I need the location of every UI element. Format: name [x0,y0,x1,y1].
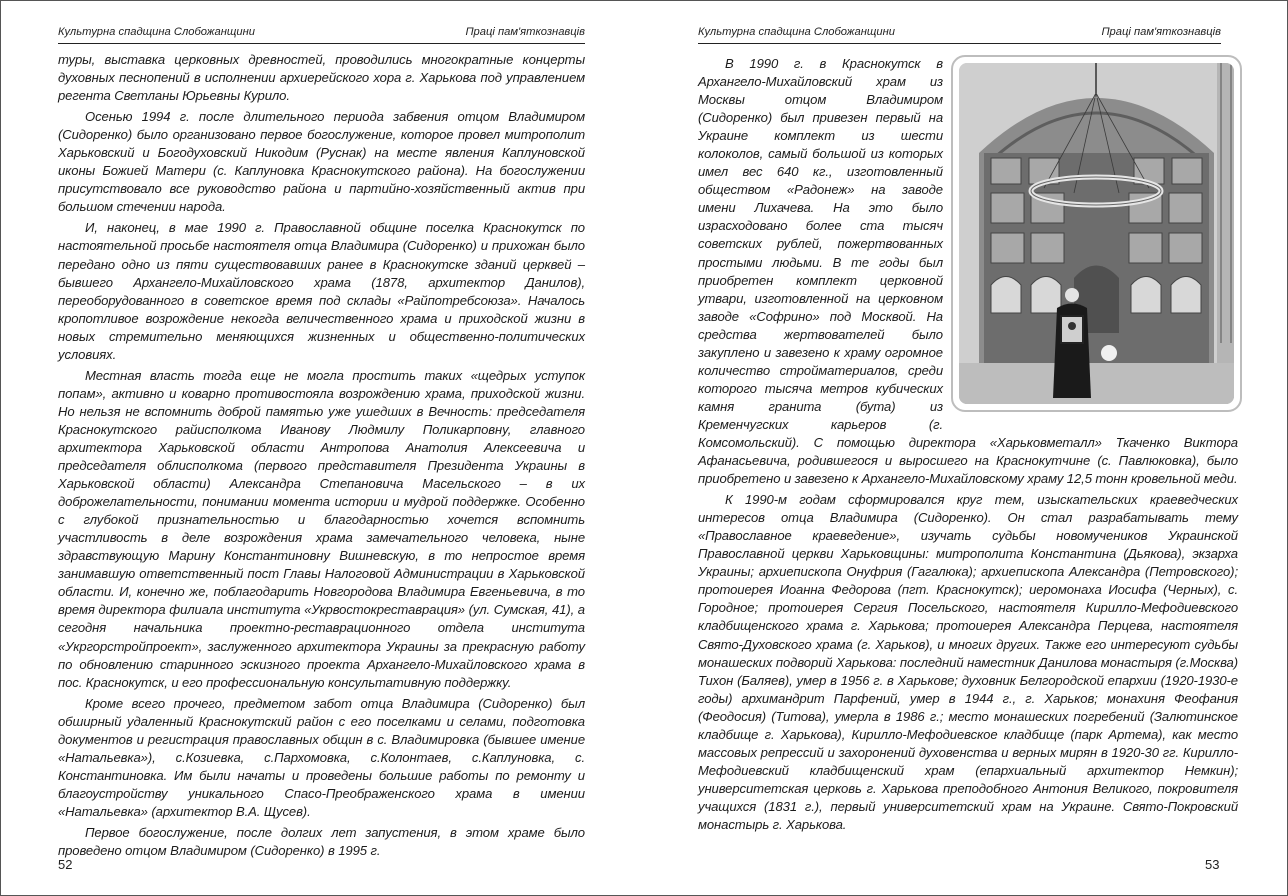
paragraph: К 1990-м годам сформировался круг тем, изыскательских краеведческих интересов отца Владимира (Сидоренко). Он стал разрабатывать тему «Православное краеведение», изучать судьбы новомучеников Украинской Православной церкви Харьковщины: митрополита Константина (Дьякова), экзарха Украины; архиепископа Онуфрия (Гагалюка); архиепископа Александра (Петровского); протоиерея Иоанна Федорова (пгт. Краснокутск); иеромонаха Иосифа (Черных), с. Городное; протоиерея Сергия Посельского, настоятеля Кирилло-Мефодиевского кладбищенского храма г. Харькова; протоиерея Александра Перцева, настоятеля Свято-Духовского храма (г. Харьков), и многих других. Также его интересуют судьбы монашеских подворий Харькова: последний наместник Данилова монастыря (г.Москва) Тихон (Баляев), умер в 1956 г. в Харькове; духовник Белгородской епархии (1920-1930-е годы) архимандрит Парфений, умер в 1944 г., г. Харьков; монахиня Феофания (Феодосия) (Титова), умерла в 1986 г.; место монашеских погребений (Залютинское кладбище г. Харькова), Кирилло-Мефодиевское кладбище (парк Артема), как место массовых репрессий и захоронений духовенства и верных мирян в 1920-30 гг. Кирилло-Мефодиевский кладбищенский храм (епархиальный архитектор Немкин); университетская церковь г. Харькова преподобного Антония Великого, покровителя учащихся (1831 г.), первый университетский храм на Украине. Свято-Покровский монастырь г. Харькова. [698,492,1238,832]
church-interior-photo [959,63,1234,404]
paragraph: В 1990 г. в Краснокутск в Архангело-Михайловский храм из Москвы отцом Владимиром (Сидоренко) был привезен первый на Украине комплект из шести колоколов, самый большой из которых имел вес 640 кг., изготовленный обществом «Радонеж» на заводе имени Лихачева. На это было израсходовано более ста тысяч советских рублей, пожертвованных простыми людьми. В те годы был приобретен комплект церковной утвари, изготовленной на церковном заводе «Софрино» под Москвой. На средства жертвователей было закуплено и завезено к храму огромное количество стройматериалов, среди которого тысяча метров кубических камня гранита (бута) из Кременчугских карьеров (г. Комсомольский). С помощью директора «Харьковметалл» Ткаченко Виктора Афанасьевича, родившегося и выросшего на Краснокутчине (с. Павлюковка), было приобретено и завезено к Архангело-Михайловскому храму 12,5 тонн кровельной меди. [698,56,1238,487]
paragraph: Местная власть тогда еще не могла простить таких «щедрых уступок попам», активно и коварно противостояла возрождению храма, приходской жизни. Но нельзя не вспомнить доброй памятью уже ушедших в Вечность: председателя Краснокутского райисполкома Иванову Людмилу Поликарповну, главного архитектора Харьковской области Антропова Анатолия Алексеевича и председателя облисполкома (первого представителя Президента Украины в Харьковской области) Александра Степановича Масельского – в их доброжелательности, понимании момента истории и мудрой поддержке. Особенно с глубокой признательностью и благодарностью хочется вспомнить участливость в деле возрождения храма замечательного человека, ныне здравствующую Марину Константиновну Вишневскую, в то непростое время занимавшую ответственный пост Главы Налоговой Администрации в Харьковской области. И, конечно же, поблагодарить Новгородова Владимира Евгеньевича, в то время директора филиала института «Укрвостокреставрация» (ул. Сумская, 41), а сегодня начальника проектно-реставрационного отдела института «Укргорстройпроект», заслуженного архитектора Украины за прекрасную работу по обновлению старинного эскизного проекта Архангело-Михайловского храма в пос. Краснокутск, и его профессиональную консультативную поддержку. [58,367,585,690]
running-head [698,26,1221,44]
paragraph: Кроме всего прочего, предметом забот отца Владимира (Сидоренко) был обширный удаленный Краснокутский район с его поселками и селами, подготовка документов и регистрация православных общин в с. Владимировка (бывшее имение «Натальевка»), с.Козиевка, с.Пархомовка, с.Колонтаев, с.Каплуновка, с. Константиновка. Им были начаты и проведены большие работы по ремонту и благоустройству уникального Спасо-Преображенского храма в имении «Натальевка» (архитектор В.А. Щусев). [58,695,585,819]
church-interior-photo-frame [951,55,1242,412]
body-text [58,51,585,863]
paragraph: Первое богослужение, после долгих лет запустения, в этом храме было проведено отцом Владимиром (Сидоренко) в 1995 г. [58,824,585,859]
right-page [645,1,1287,895]
running-head [58,26,585,44]
running-head-title: Культурна спадщина Слобожанщини [58,26,255,38]
running-head-section: Праці пам'яткознавців [1101,26,1221,38]
paragraph: Осенью 1994 г. после длительного периода забвения отцом Владимиром (Сидоренко) было организовано первое богослужение, которое провел митрополит Харьковский и Богодуховский Никодим (Руснак) на месте явления Каплуновской иконы Божией Матери (с. Каплуновка Краснокутского района). На богослужении присутствовало все руководство района и партийно-хозяйственный актив при большом стечении народа. [58,109,585,215]
iconostasis-illustration-icon [959,63,1234,404]
left-page [1,1,641,895]
paragraph: И, наконец, в мае 1990 г. Православной общине поселка Краснокутск по настоятельной просьбе настоятеля отца Владимира (Сидоренко) и прихожан было передано одно из пяти существовавших ранее в Краснокутске зданий церквей – бывшего Архангело-Михайловского храма (1878, архитектор Данилов), переоборудованного в советское время под склады «Райпотребсоюза». Началось кропотливое возрождение некогда величественного храма и приходской жизни в новых стремительно меняющихся жизненных и общественно-политических условиях. [58,220,585,362]
page-number: 52 [58,857,73,872]
body-text [698,55,1238,837]
running-head-title: Культурна спадщина Слобожанщини [698,26,895,38]
page-number: 53 [1205,857,1220,872]
running-head-section: Праці пам'яткознавців [465,26,585,38]
paragraph: туры, выставка церковных древностей, проводились многократные концерты духовных песнопений в исполнении архиерейского хора г. Харькова под управлением регента Светланы Юрьевны Курило. [58,52,585,104]
